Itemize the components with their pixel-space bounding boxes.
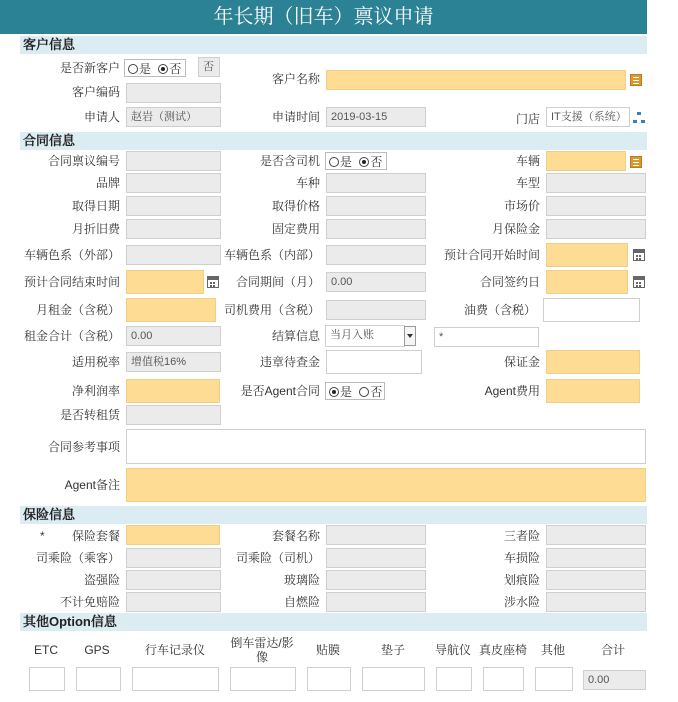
third-party-input[interactable] — [546, 525, 646, 545]
fixed-cost-label: 固定费用 — [271, 222, 320, 236]
monthly-depr-input[interactable] — [126, 219, 221, 239]
car-kind-input[interactable] — [326, 173, 426, 193]
option-col-recorder: 行车记录仪 — [144, 643, 205, 657]
page-title: 年长期（旧车）禀议申请 — [0, 0, 647, 34]
customer-lookup-icon[interactable] — [630, 74, 642, 86]
contract-no-input[interactable] — [126, 151, 221, 171]
has-agent-no-label: 否 — [370, 385, 383, 399]
passenger-ins-label: 司乘险（乘客） — [35, 551, 120, 565]
has-agent-yes-label: 是 — [340, 385, 353, 399]
deposit-input[interactable] — [546, 350, 640, 374]
net-margin-input[interactable] — [126, 379, 220, 403]
option-radar-input[interactable] — [230, 667, 296, 691]
org-tree-icon[interactable] — [633, 112, 645, 124]
brand-input[interactable] — [126, 173, 221, 193]
passenger-ins-input[interactable] — [126, 548, 221, 568]
self-ignite-input[interactable] — [326, 592, 426, 612]
is-new-no-label: 否 — [169, 62, 182, 76]
violation-label: 违章待查金 — [259, 355, 320, 369]
vehicle-lookup-icon[interactable] — [630, 156, 642, 168]
agent-remark-textarea[interactable] — [126, 468, 646, 502]
monthly-depr-label: 月折旧费 — [71, 222, 120, 236]
customer-name-label: 客户名称 — [271, 72, 320, 86]
violation-input[interactable] — [326, 350, 422, 374]
car-model-input[interactable] — [546, 173, 646, 193]
has-driver-no-label: 否 — [370, 155, 383, 169]
sign-date-label: 合同签约日 — [479, 275, 540, 289]
apply-time-value: 2019-03-15 — [326, 107, 426, 127]
is-new-customer-label: 是否新客户 — [59, 61, 120, 75]
monthly-ins-label: 月保险金 — [491, 222, 540, 236]
color-ext-input[interactable] — [126, 245, 221, 265]
option-col-leather: 真皮座椅 — [478, 643, 527, 657]
settle-remark-input[interactable]: * — [434, 327, 539, 347]
self-ignite-label: 自燃险 — [283, 595, 320, 609]
wading-input[interactable] — [546, 592, 646, 612]
option-col-mat: 垫子 — [380, 643, 405, 657]
has-agent-radio-group[interactable] — [325, 382, 385, 400]
theft-label: 盗强险 — [83, 573, 120, 587]
start-time-label: 预计合同开始时间 — [443, 248, 540, 262]
option-film-input[interactable] — [307, 667, 351, 691]
is-new-no-radio[interactable] — [158, 64, 168, 74]
applicant-value: 赵岩（测试） — [126, 107, 221, 127]
fuel-fee-input[interactable] — [543, 298, 640, 322]
section-customer-header: 客户信息 — [20, 36, 647, 54]
has-agent-yes-radio[interactable] — [329, 387, 339, 397]
package-name-label: 套餐名称 — [271, 529, 320, 543]
start-time-input[interactable] — [546, 243, 628, 267]
has-agent-no-radio[interactable] — [359, 387, 369, 397]
tax-rate-value: 增值税16% — [126, 352, 221, 372]
monthly-rent-label: 月租金（含税） — [35, 303, 120, 317]
deposit-label: 保证金 — [503, 355, 540, 369]
section-contract-header: 合同信息 — [20, 132, 647, 150]
brand-label: 品牌 — [95, 176, 120, 190]
end-time-input[interactable] — [126, 270, 204, 294]
option-leather-input[interactable] — [483, 667, 524, 691]
sign-calendar-icon[interactable] — [633, 276, 645, 288]
option-col-navigator: 导航仪 — [434, 643, 471, 657]
car-model-label: 车型 — [515, 176, 540, 190]
acquire-price-input[interactable] — [326, 196, 426, 216]
ins-package-input[interactable] — [126, 525, 220, 545]
glass-input[interactable] — [326, 570, 426, 590]
option-col-etc: ETC — [34, 643, 58, 657]
car-damage-label: 车损险 — [503, 551, 540, 565]
has-driver-radio-group[interactable] — [325, 152, 387, 170]
driver-fee-input[interactable] — [326, 300, 426, 320]
color-int-label: 车辆色系（内部） — [223, 248, 320, 262]
agent-remark-label: Agent备注 — [64, 478, 120, 492]
fixed-cost-input[interactable] — [326, 219, 426, 239]
customer-code-input[interactable] — [126, 83, 221, 103]
monthly-rent-input[interactable] — [126, 298, 216, 322]
is-new-customer-radio-group[interactable] — [124, 59, 186, 77]
option-col-total: 合计 — [600, 643, 625, 657]
customer-name-input[interactable] — [326, 70, 626, 90]
remark-label: 合同参考事项 — [47, 440, 120, 454]
start-calendar-icon[interactable] — [633, 249, 645, 261]
no-deductible-input[interactable] — [126, 592, 221, 612]
market-price-input[interactable] — [546, 196, 646, 216]
customer-code-label: 客户编码 — [71, 85, 120, 99]
ins-package-label: 保险套餐 — [71, 529, 120, 543]
period-value: 0.00 — [326, 272, 426, 292]
tax-rate-label: 适用税率 — [71, 355, 120, 369]
rent-total-label: 租金合计（含税） — [23, 329, 120, 343]
store-label: 门店 — [515, 112, 540, 126]
package-name-input[interactable] — [326, 525, 426, 545]
has-driver-yes-radio[interactable] — [329, 157, 339, 167]
option-etc-input[interactable] — [29, 667, 65, 691]
driver-ins-label: 司乘险（司机） — [235, 551, 320, 565]
agent-fee-label: Agent费用 — [484, 384, 540, 398]
section-insurance-header: 保险信息 — [20, 506, 647, 524]
sign-date-input[interactable] — [546, 270, 628, 294]
option-total-value: 0.00 — [583, 670, 646, 690]
contract-no-label: 合同禀议编号 — [47, 154, 120, 168]
is-new-yes-label: 是 — [139, 62, 152, 76]
to-lease-input[interactable] — [126, 405, 221, 425]
settle-select[interactable]: 当月入账 — [325, 325, 405, 347]
car-damage-input[interactable] — [546, 548, 646, 568]
acquire-date-input[interactable] — [126, 196, 221, 216]
option-mat-input[interactable] — [362, 667, 425, 691]
net-margin-label: 净利润率 — [71, 384, 120, 398]
monthly-ins-input[interactable] — [546, 219, 646, 239]
theft-input[interactable] — [126, 570, 221, 590]
market-price-label: 市场价 — [503, 199, 540, 213]
required-star: * — [40, 529, 45, 543]
remark-textarea[interactable] — [126, 429, 646, 464]
option-navigator-input[interactable] — [436, 667, 472, 691]
is-new-customer-value: 否 — [198, 57, 220, 77]
glass-label: 玻璃险 — [283, 573, 320, 587]
acquire-price-label: 取得价格 — [271, 199, 320, 213]
has-driver-no-radio[interactable] — [359, 157, 369, 167]
option-col-radar: 倒车雷达/影像 — [230, 636, 294, 664]
fuel-fee-label: 油费（含税） — [463, 303, 536, 317]
end-calendar-icon[interactable] — [207, 276, 219, 288]
to-lease-label: 是否转租赁 — [59, 408, 120, 422]
no-deductible-label: 不计免赔险 — [59, 595, 120, 609]
third-party-label: 三者险 — [503, 529, 540, 543]
settle-label: 结算信息 — [271, 329, 320, 343]
period-label: 合同期间（月） — [235, 275, 320, 289]
color-int-input[interactable] — [326, 245, 426, 265]
agent-fee-input[interactable] — [546, 379, 640, 403]
option-col-gps: GPS — [84, 643, 110, 657]
end-time-label: 预计合同结束时间 — [23, 275, 120, 289]
chevron-down-icon[interactable] — [404, 326, 416, 346]
rent-total-value: 0.00 — [126, 326, 221, 346]
option-gps-input[interactable] — [76, 667, 121, 691]
car-kind-label: 车种 — [295, 176, 320, 190]
option-other-input[interactable] — [535, 667, 573, 691]
section-option-header: 其他Option信息 — [20, 613, 647, 631]
color-ext-label: 车辆色系（外部） — [23, 248, 120, 262]
applicant-label: 申请人 — [83, 110, 120, 124]
has-agent-label: 是否Agent合同 — [240, 384, 320, 398]
option-col-film: 贴膜 — [315, 643, 340, 657]
vehicle-input[interactable] — [546, 151, 626, 171]
is-new-yes-radio[interactable] — [128, 64, 138, 74]
scratch-label: 划痕险 — [503, 573, 540, 587]
has-driver-yes-label: 是 — [340, 155, 353, 169]
vehicle-label: 车辆 — [515, 154, 540, 168]
option-col-other: 其他 — [540, 643, 565, 657]
option-recorder-input[interactable] — [132, 667, 219, 691]
driver-ins-input[interactable] — [326, 548, 426, 568]
wading-label: 涉水险 — [503, 595, 540, 609]
has-driver-label: 是否含司机 — [259, 154, 320, 168]
driver-fee-label: 司机费用（含税） — [223, 303, 320, 317]
acquire-date-label: 取得日期 — [71, 199, 120, 213]
apply-time-label: 申请时间 — [271, 110, 320, 124]
store-value[interactable]: IT支援（系统） — [546, 107, 630, 127]
scratch-input[interactable] — [546, 570, 646, 590]
